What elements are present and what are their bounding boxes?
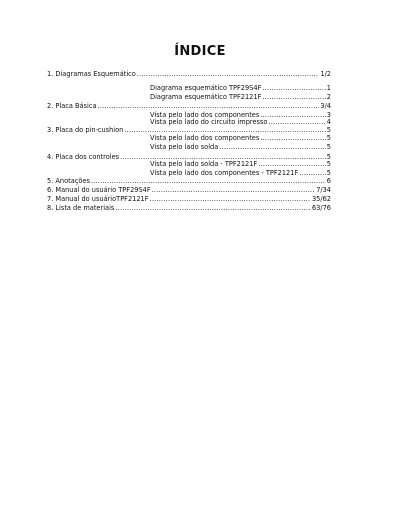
toc-leader-dots	[262, 84, 325, 93]
toc-entry-manual-tpf2121f	[47, 195, 331, 204]
toc-entry-label: 8. Lista de materiais	[47, 204, 115, 212]
toc-entry-page: 63/76	[311, 204, 331, 212]
toc-entry-page: 7/34	[316, 186, 331, 194]
toc-subentry-solda-tpf2121f	[150, 160, 331, 169]
toc-entry-page: 1	[326, 84, 331, 92]
toc-entry-label: 5. Anotações	[47, 177, 90, 185]
toc-entry-label: Vista pelo lado dos componentes	[150, 134, 260, 142]
toc-entry-label: Vista pelo lado dos componentes - TPF2121F	[150, 169, 299, 177]
toc-entry-lista-materiais	[47, 204, 331, 213]
toc-entry-label: 1. Diagramas Esquemático	[47, 70, 136, 78]
toc-leader-dots	[137, 70, 320, 79]
toc-entry-label: Vista pelo lado do circuito impresso	[150, 118, 268, 126]
toc-subentry-tpf29s4f	[150, 84, 331, 93]
toc-entry-label: 3. Placa do pin-cushion	[47, 126, 124, 134]
toc-entry-label: Vista pelo lado solda	[150, 143, 219, 151]
toc-leader-dots	[150, 195, 311, 204]
toc-entry-page: 5	[326, 169, 331, 177]
toc-entry-page: 2	[326, 93, 331, 101]
toc-entry-label: Vista pelo lado dos componentes	[150, 111, 260, 119]
toc-entry-label: 2. Placa Básica	[47, 102, 97, 110]
toc-subentry-solda	[150, 143, 331, 152]
toc-entry-page: 5	[326, 160, 331, 168]
toc-entry-label: Diagrama esquemático TPF2121F	[150, 93, 262, 101]
toc-entry-page: 6	[326, 177, 331, 185]
toc-entry-page: 5	[326, 153, 331, 161]
toc-entry-page: 1/2	[320, 70, 331, 78]
toc-entry-diagramas	[47, 70, 331, 79]
toc-entry-label: 7. Manual do usuárioTPF2121F	[47, 195, 149, 203]
toc-entry-label: 4. Placa dos controles	[47, 153, 120, 161]
toc-subentry-tpf2121f	[150, 93, 331, 102]
toc-entry-page: 5	[326, 143, 331, 151]
toc-entry-label: 6. Manual do usuário TPF29S4F	[47, 186, 151, 194]
toc-entry-page: 5	[326, 126, 331, 134]
toc-entry-page: 3	[326, 111, 331, 119]
toc-entry-label: Vista pelo lado solda - TPF2121F	[150, 160, 258, 168]
toc-leader-dots	[91, 177, 326, 186]
toc-entry-page: 3/4	[320, 102, 331, 110]
toc-subentry-componentes	[150, 134, 331, 143]
toc-leader-dots	[152, 186, 316, 195]
toc-entry-page: 5	[326, 134, 331, 142]
toc-leader-dots	[115, 204, 311, 213]
toc-entry-page: 35/62	[311, 195, 331, 203]
page-title: ÍNDICE	[174, 44, 226, 59]
toc-entry-label: Diagrama esquemático TPF29S4F	[150, 84, 262, 92]
toc-leader-dots	[260, 134, 326, 143]
toc-entry-page: 4	[326, 118, 331, 126]
toc-leader-dots	[219, 143, 326, 152]
toc-leader-dots	[98, 102, 320, 111]
toc-entry-anotacoes	[47, 177, 331, 186]
toc-leader-dots	[262, 93, 325, 102]
toc-leader-dots	[258, 160, 326, 169]
toc-entry-manual-tpf29s4f	[47, 186, 331, 195]
toc-entry-placa-basica	[47, 102, 331, 111]
